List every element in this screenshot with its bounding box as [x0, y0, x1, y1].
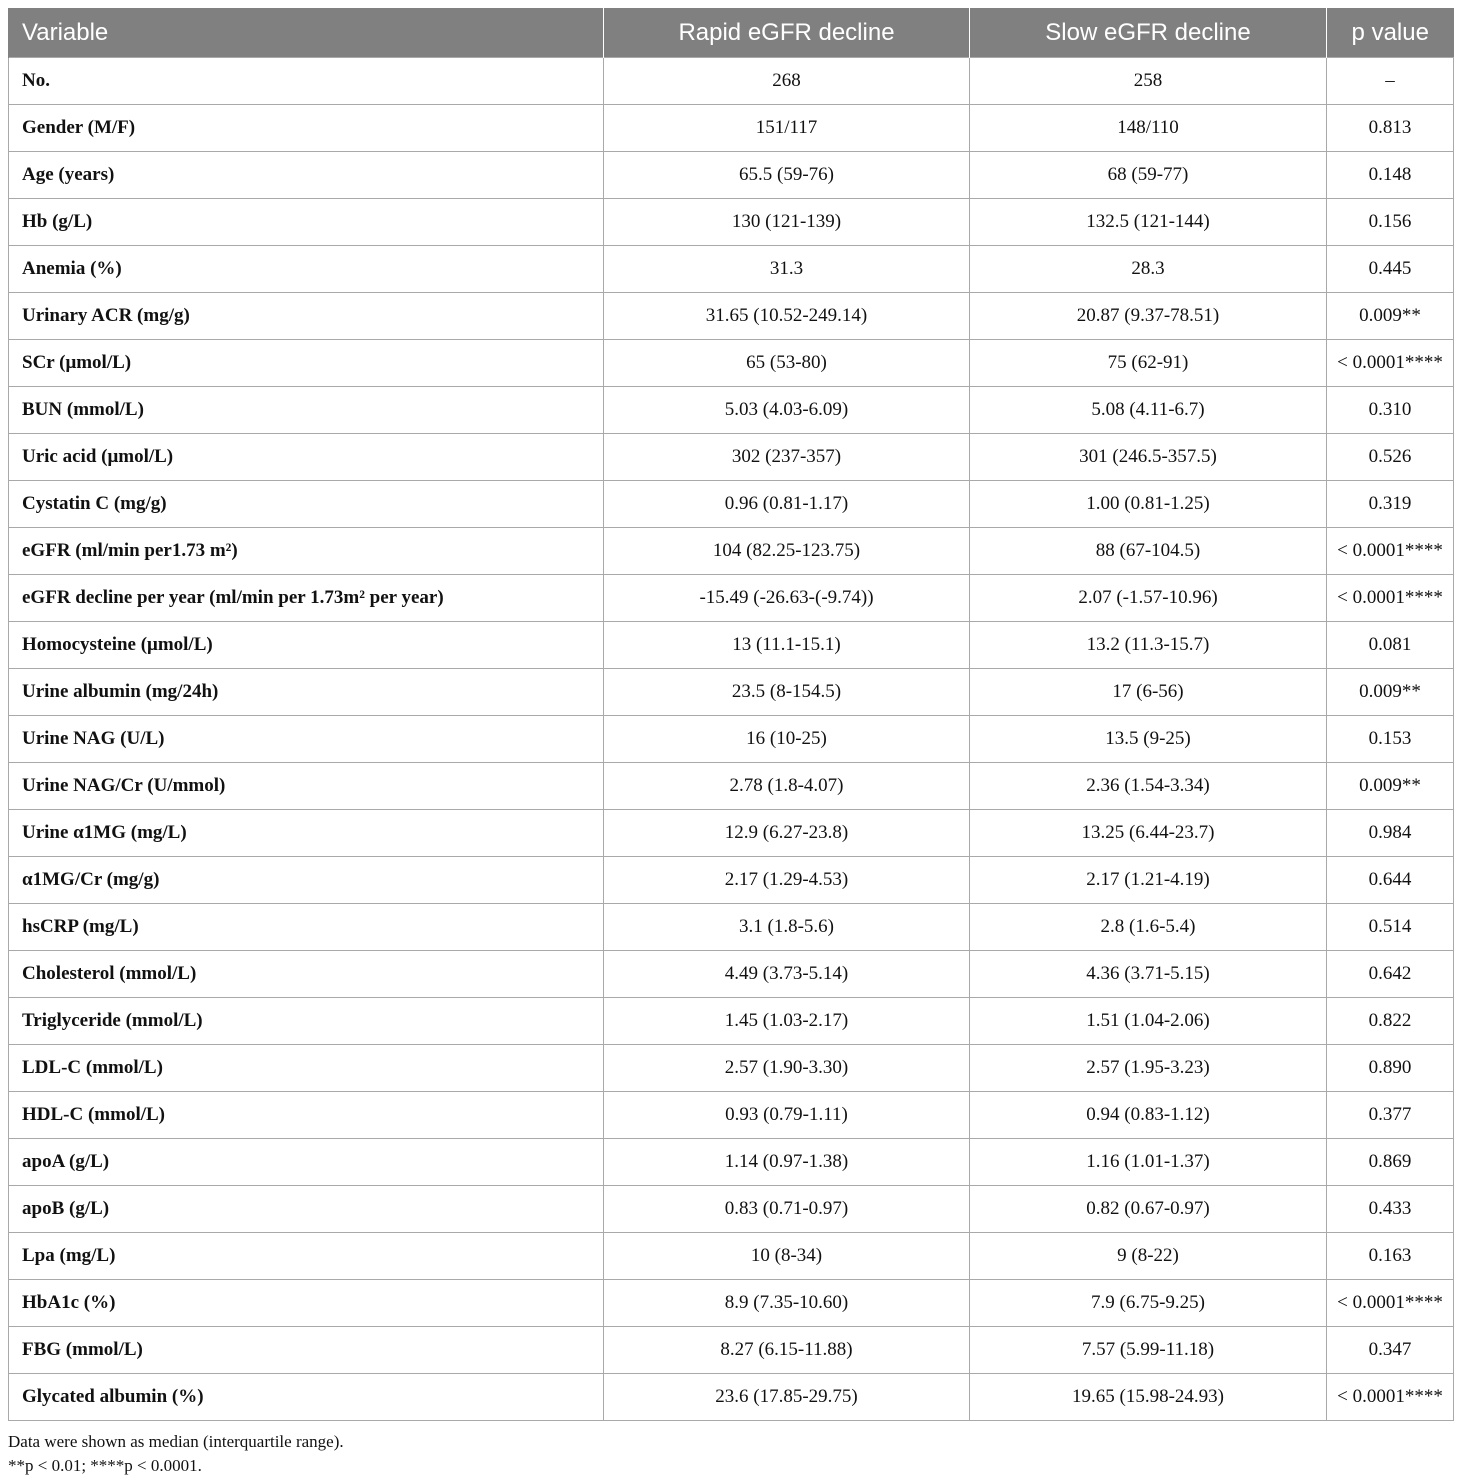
- cell-slow: 4.36 (3.71-5.15): [970, 951, 1327, 998]
- cell-rapid: 0.93 (0.79-1.11): [604, 1092, 970, 1139]
- cell-rapid: 4.49 (3.73-5.14): [604, 951, 970, 998]
- footnotes: [8, 1430, 1453, 1478]
- cell-variable: Triglyceride (mmol/L): [9, 998, 604, 1045]
- cell-p-value: 0.822: [1327, 998, 1454, 1045]
- cell-variable: Lpa (mg/L): [9, 1233, 604, 1280]
- cell-variable: HDL-C (mmol/L): [9, 1092, 604, 1139]
- cell-rapid: 302 (237-357): [604, 434, 970, 481]
- cell-slow: 88 (67-104.5): [970, 528, 1327, 575]
- cell-slow: 301 (246.5-357.5): [970, 434, 1327, 481]
- cell-rapid: 13 (11.1-15.1): [604, 622, 970, 669]
- cell-variable: Urine NAG (U/L): [9, 716, 604, 763]
- cell-variable: Homocysteine (μmol/L): [9, 622, 604, 669]
- cell-rapid: 65.5 (59-76): [604, 152, 970, 199]
- cell-rapid: 1.45 (1.03-2.17): [604, 998, 970, 1045]
- cell-variable: Anemia (%): [9, 246, 604, 293]
- cell-variable: Cystatin C (mg/g): [9, 481, 604, 528]
- cell-p-value: 0.319: [1327, 481, 1454, 528]
- cell-slow: 7.57 (5.99-11.18): [970, 1327, 1327, 1374]
- header-variable: Variable: [9, 8, 604, 58]
- cell-slow: 2.07 (-1.57-10.96): [970, 575, 1327, 622]
- cell-slow: 13.2 (11.3-15.7): [970, 622, 1327, 669]
- cell-slow: 75 (62-91): [970, 340, 1327, 387]
- table-row: [9, 434, 1454, 481]
- cell-p-value: 0.009**: [1327, 293, 1454, 340]
- footnote-line1: Data were shown as median (interquartile range).: [8, 1432, 344, 1451]
- cell-slow: 0.94 (0.83-1.12): [970, 1092, 1327, 1139]
- table-row: [9, 58, 1454, 105]
- cell-slow: 19.65 (15.98-24.93): [970, 1374, 1327, 1421]
- header-p-value: p value: [1327, 8, 1454, 58]
- cell-variable: Glycated albumin (%): [9, 1374, 604, 1421]
- cell-variable: α1MG/Cr (mg/g): [9, 857, 604, 904]
- table-row: [9, 904, 1454, 951]
- table-row: [9, 105, 1454, 152]
- table-row: [9, 810, 1454, 857]
- cell-variable: hsCRP (mg/L): [9, 904, 604, 951]
- cell-slow: 258: [970, 58, 1327, 105]
- cell-slow: 5.08 (4.11-6.7): [970, 387, 1327, 434]
- footnote-line2: **p < 0.01; ****p < 0.0001.: [8, 1456, 202, 1475]
- cell-variable: Urine α1MG (mg/L): [9, 810, 604, 857]
- cell-p-value: 0.009**: [1327, 669, 1454, 716]
- cell-p-value: 0.347: [1327, 1327, 1454, 1374]
- cell-variable: No.: [9, 58, 604, 105]
- cell-variable: FBG (mmol/L): [9, 1327, 604, 1374]
- table-row: [9, 1092, 1454, 1139]
- cell-p-value: 0.156: [1327, 199, 1454, 246]
- cell-slow: 13.25 (6.44-23.7): [970, 810, 1327, 857]
- header-row: [9, 8, 1454, 58]
- cell-rapid: 10 (8-34): [604, 1233, 970, 1280]
- cell-p-value: 0.153: [1327, 716, 1454, 763]
- cell-slow: 148/110: [970, 105, 1327, 152]
- cell-p-value: 0.890: [1327, 1045, 1454, 1092]
- table-row: [9, 1280, 1454, 1327]
- cell-rapid: 8.9 (7.35-10.60): [604, 1280, 970, 1327]
- cell-p-value: 0.813: [1327, 105, 1454, 152]
- cell-variable: apoB (g/L): [9, 1186, 604, 1233]
- cell-slow: 7.9 (6.75-9.25): [970, 1280, 1327, 1327]
- table-row: [9, 1186, 1454, 1233]
- cell-rapid: 3.1 (1.8-5.6): [604, 904, 970, 951]
- table-row: [9, 528, 1454, 575]
- cell-p-value: 0.445: [1327, 246, 1454, 293]
- cell-variable: Hb (g/L): [9, 199, 604, 246]
- table-row: [9, 481, 1454, 528]
- table-row: [9, 340, 1454, 387]
- cell-slow: 1.00 (0.81-1.25): [970, 481, 1327, 528]
- cell-variable: Gender (M/F): [9, 105, 604, 152]
- table-row: [9, 1327, 1454, 1374]
- cell-variable: Cholesterol (mmol/L): [9, 951, 604, 998]
- cell-p-value: 0.009**: [1327, 763, 1454, 810]
- cell-slow: 0.82 (0.67-0.97): [970, 1186, 1327, 1233]
- cell-slow: 1.51 (1.04-2.06): [970, 998, 1327, 1045]
- cell-variable: eGFR decline per year (ml/min per 1.73m² per year): [9, 575, 604, 622]
- cell-p-value: 0.514: [1327, 904, 1454, 951]
- cell-variable: HbA1c (%): [9, 1280, 604, 1327]
- cell-rapid: 5.03 (4.03-6.09): [604, 387, 970, 434]
- table-container: [8, 8, 1453, 1478]
- cell-p-value: 0.433: [1327, 1186, 1454, 1233]
- cell-slow: 2.17 (1.21-4.19): [970, 857, 1327, 904]
- table-body: [9, 58, 1454, 1421]
- cell-slow: 20.87 (9.37-78.51): [970, 293, 1327, 340]
- cell-variable: Age (years): [9, 152, 604, 199]
- table-row: [9, 575, 1454, 622]
- table-row: [9, 246, 1454, 293]
- cell-slow: 2.36 (1.54-3.34): [970, 763, 1327, 810]
- table-row: [9, 1045, 1454, 1092]
- cell-slow: 132.5 (121-144): [970, 199, 1327, 246]
- cell-slow: 68 (59-77): [970, 152, 1327, 199]
- table-row: [9, 763, 1454, 810]
- table-row: [9, 857, 1454, 904]
- table-row: [9, 387, 1454, 434]
- cell-p-value: 0.310: [1327, 387, 1454, 434]
- cell-rapid: 2.57 (1.90-3.30): [604, 1045, 970, 1092]
- cell-p-value: < 0.0001****: [1327, 1374, 1454, 1421]
- cell-rapid: 2.17 (1.29-4.53): [604, 857, 970, 904]
- cell-p-value: –: [1327, 58, 1454, 105]
- cell-slow: 2.57 (1.95-3.23): [970, 1045, 1327, 1092]
- cell-p-value: < 0.0001****: [1327, 575, 1454, 622]
- cell-p-value: 0.377: [1327, 1092, 1454, 1139]
- cell-p-value: 0.869: [1327, 1139, 1454, 1186]
- cell-p-value: < 0.0001****: [1327, 1280, 1454, 1327]
- cell-slow: 17 (6-56): [970, 669, 1327, 716]
- cell-variable: Urine albumin (mg/24h): [9, 669, 604, 716]
- cell-rapid: 0.96 (0.81-1.17): [604, 481, 970, 528]
- cell-p-value: 0.644: [1327, 857, 1454, 904]
- cell-rapid: 151/117: [604, 105, 970, 152]
- cell-p-value: 0.148: [1327, 152, 1454, 199]
- table-row: [9, 1374, 1454, 1421]
- table-row: [9, 669, 1454, 716]
- cell-variable: eGFR (ml/min per1.73 m²): [9, 528, 604, 575]
- cell-rapid: 1.14 (0.97-1.38): [604, 1139, 970, 1186]
- cell-p-value: 0.984: [1327, 810, 1454, 857]
- cell-rapid: -15.49 (-26.63-(-9.74)): [604, 575, 970, 622]
- cell-variable: apoA (g/L): [9, 1139, 604, 1186]
- cell-variable: Urine NAG/Cr (U/mmol): [9, 763, 604, 810]
- header-slow: Slow eGFR decline: [970, 8, 1327, 58]
- table-row: [9, 716, 1454, 763]
- table-row: [9, 152, 1454, 199]
- cell-rapid: 23.6 (17.85-29.75): [604, 1374, 970, 1421]
- cell-variable: SCr (μmol/L): [9, 340, 604, 387]
- cell-rapid: 8.27 (6.15-11.88): [604, 1327, 970, 1374]
- cell-variable: LDL-C (mmol/L): [9, 1045, 604, 1092]
- cell-p-value: < 0.0001****: [1327, 528, 1454, 575]
- cell-rapid: 16 (10-25): [604, 716, 970, 763]
- cell-rapid: 268: [604, 58, 970, 105]
- cell-rapid: 23.5 (8-154.5): [604, 669, 970, 716]
- table-row: [9, 951, 1454, 998]
- cell-variable: BUN (mmol/L): [9, 387, 604, 434]
- cell-slow: 13.5 (9-25): [970, 716, 1327, 763]
- header-rapid: Rapid eGFR decline: [604, 8, 970, 58]
- table-row: [9, 199, 1454, 246]
- cell-slow: 28.3: [970, 246, 1327, 293]
- cell-variable: Uric acid (μmol/L): [9, 434, 604, 481]
- table-row: [9, 622, 1454, 669]
- cell-slow: 2.8 (1.6-5.4): [970, 904, 1327, 951]
- cell-rapid: 130 (121-139): [604, 199, 970, 246]
- cell-p-value: 0.081: [1327, 622, 1454, 669]
- cell-rapid: 31.3: [604, 246, 970, 293]
- table-row: [9, 1139, 1454, 1186]
- cell-p-value: 0.526: [1327, 434, 1454, 481]
- cell-rapid: 31.65 (10.52-249.14): [604, 293, 970, 340]
- cell-p-value: 0.163: [1327, 1233, 1454, 1280]
- cell-slow: 1.16 (1.01-1.37): [970, 1139, 1327, 1186]
- cell-rapid: 0.83 (0.71-0.97): [604, 1186, 970, 1233]
- table-row: [9, 998, 1454, 1045]
- cell-rapid: 65 (53-80): [604, 340, 970, 387]
- cell-rapid: 12.9 (6.27-23.8): [604, 810, 970, 857]
- data-table: [8, 8, 1454, 1421]
- cell-p-value: < 0.0001****: [1327, 340, 1454, 387]
- cell-rapid: 2.78 (1.8-4.07): [604, 763, 970, 810]
- cell-rapid: 104 (82.25-123.75): [604, 528, 970, 575]
- cell-variable: Urinary ACR (mg/g): [9, 293, 604, 340]
- table-row: [9, 293, 1454, 340]
- table-row: [9, 1233, 1454, 1280]
- cell-p-value: 0.642: [1327, 951, 1454, 998]
- cell-slow: 9 (8-22): [970, 1233, 1327, 1280]
